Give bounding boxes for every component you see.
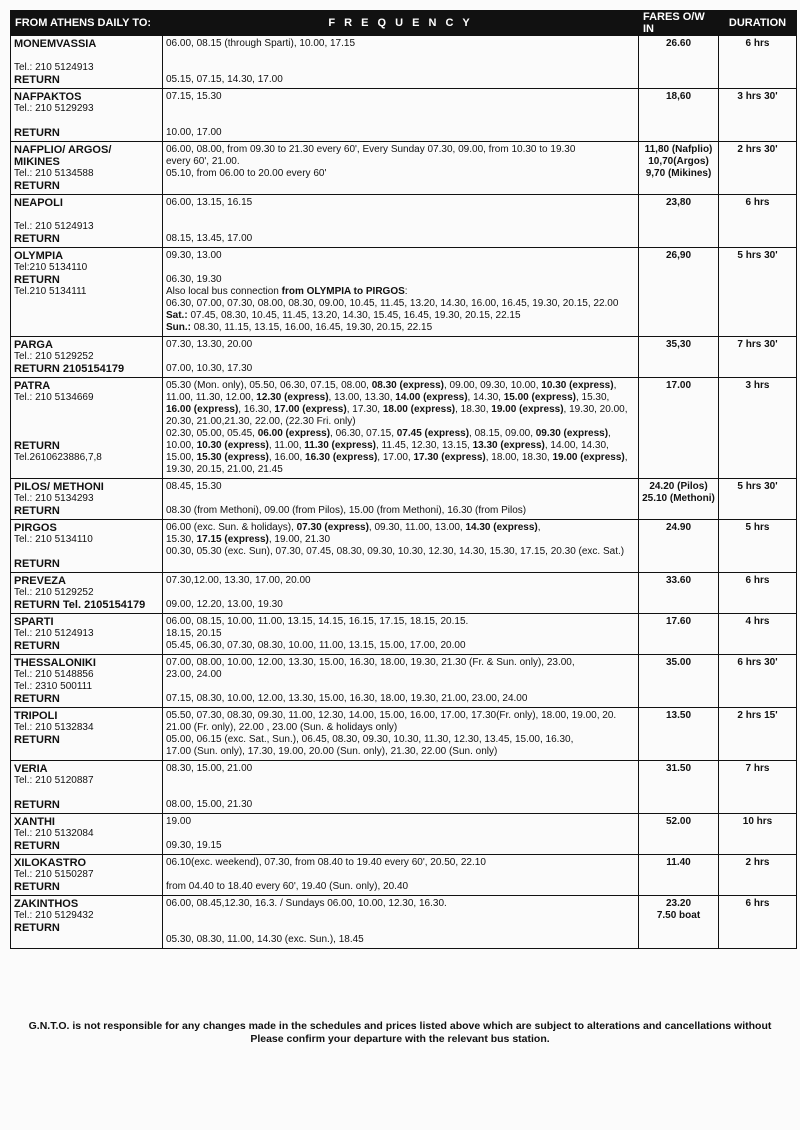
fare-value: 9,70 (Mikines) — [645, 168, 712, 179]
table-row — [11, 195, 797, 248]
frequency-cell — [163, 378, 639, 479]
frequency-cell — [163, 248, 639, 337]
departure-times: 07.00, 10.30, 17.30 — [166, 363, 253, 374]
table-row — [11, 573, 797, 614]
departure-times: 05.45, 06.30, 07.30, 08.30, 10.00, 11.00, 13.15, 15.00, 17.00, 20.00 — [166, 640, 466, 651]
fare-cell — [639, 378, 719, 479]
fare-cell — [639, 761, 719, 814]
duration-cell — [719, 708, 797, 761]
return-label: RETURN — [14, 127, 60, 139]
destination-cell — [11, 36, 163, 89]
departure-times: 10.00, 10.30 (express), 11.00, 11.30 (express), 11.45, 12.30, 13.15, 13.30 (express), 14.00, 14.30, — [166, 440, 609, 451]
departure-times — [166, 681, 635, 693]
header-fares: FARES O/W IN — [639, 11, 719, 36]
bus-schedule-table — [10, 10, 797, 949]
departure-times: 08.00, 15.00, 21.30 — [166, 799, 253, 810]
departure-times: 19.30, 20.15, 21.00, 21.45 — [166, 464, 283, 475]
fare-value: 7.50 boat — [656, 910, 701, 921]
fare-value: 35,30 — [665, 339, 692, 350]
phone-number: Tel.: 210 5129293 — [14, 103, 94, 114]
departure-times — [166, 262, 635, 274]
phone-number: Tel.: 210 5148856 — [14, 669, 94, 680]
departure-times: 05.50, 07.30, 08.30, 09.30, 11.00, 12.30, 14.00, 15.00, 16.00, 17.00, 17.30(Fr. only), 18.00, 19.00, 20. — [166, 710, 617, 721]
fare-cell — [639, 337, 719, 378]
departure-times — [166, 351, 635, 363]
frequency-cell — [163, 36, 639, 89]
return-label: RETURN — [14, 74, 60, 86]
duration-cell — [719, 814, 797, 855]
destination-cell — [11, 855, 163, 896]
fare-value: 24.20 (Pilos) — [649, 481, 708, 492]
return-label: RETURN — [14, 233, 60, 245]
departure-times: Also local bus connection from OLYMPIA to PIRGOS: — [166, 286, 408, 297]
destination-cell — [11, 814, 163, 855]
table-row — [11, 36, 797, 89]
destination-cell — [11, 761, 163, 814]
duration-value: 6 hrs 30' — [737, 657, 778, 668]
destination-cell — [11, 195, 163, 248]
return-label: RETURN — [14, 440, 60, 452]
departure-times — [166, 221, 635, 233]
disclaimer-line-2: Please confirm your departure with the relevant bus station. — [250, 1033, 550, 1045]
phone-number — [14, 787, 159, 799]
phone-number: Tel.: 2310 500111 — [14, 681, 93, 692]
duration-value: 5 hrs 30' — [737, 481, 778, 492]
schedule-body — [11, 36, 797, 949]
duration-cell — [719, 614, 797, 655]
duration-value: 6 hrs — [745, 38, 770, 49]
departure-times: 05.30, 08.30, 11.00, 14.30 (exc. Sun.), 18.45 — [166, 934, 364, 945]
duration-cell — [719, 479, 797, 520]
destination-cell — [11, 614, 163, 655]
table-row — [11, 614, 797, 655]
duration-value: 3 hrs — [745, 380, 770, 391]
fare-value: 17.00 — [665, 380, 692, 391]
table-row — [11, 814, 797, 855]
table-row — [11, 855, 797, 896]
fare-value: 11.40 — [666, 857, 691, 868]
fare-cell — [639, 814, 719, 855]
destination-cell — [11, 479, 163, 520]
destination-cell — [11, 142, 163, 195]
destination-name: PARGA — [14, 339, 53, 351]
departure-times: 09.30, 19.15 — [166, 840, 222, 851]
return-label: RETURN — [14, 505, 60, 517]
departure-times: every 60', 21.00. — [166, 156, 240, 167]
phone-number: Tel.: 210 5132834 — [14, 722, 94, 733]
duration-cell — [719, 248, 797, 337]
departure-times: 07.30,12.00, 13.30, 17.00, 20.00 — [166, 575, 311, 586]
departure-times: 06.00, 08.15, 10.00, 11.00, 13.15, 14.15, 16.15, 17.15, 18.15, 20.15. — [166, 616, 469, 627]
phone-number: Tel:210 5134110 — [14, 262, 88, 273]
departure-times: 09.30, 13.00 — [166, 250, 222, 261]
departure-times: 07.15, 15.30 — [166, 91, 222, 102]
phone-number: Tel.210 5134111 — [14, 286, 87, 297]
departure-times — [166, 115, 635, 127]
departure-times: Sat.: 07.45, 08.30, 10.45, 11.45, 13.20, 14.30, 15.45, 16.45, 19.30, 20.15, 22.15 — [166, 310, 521, 321]
departure-times — [166, 922, 635, 934]
phone-number: Tel.: 210 5134293 — [14, 493, 94, 504]
departure-times: from 04.40 to 18.40 every 60', 19.40 (Sun. only), 20.40 — [166, 881, 409, 892]
duration-value: 2 hrs 15' — [737, 710, 778, 721]
fare-cell — [639, 573, 719, 614]
fare-value: 10,70(Argos) — [648, 156, 709, 167]
phone-number: Tel.: 210 5120887 — [14, 775, 94, 786]
departure-times — [166, 62, 635, 74]
departure-times: 05.15, 07.15, 14.30, 17.00 — [166, 74, 283, 85]
fare-cell — [639, 89, 719, 142]
departure-times: 06.10(exc. weekend), 07.30, from 08.40 to 19.40 every 60', 20.50, 22.10 — [166, 857, 486, 868]
departure-times: 18.15, 20.15 — [166, 628, 222, 639]
departure-times: 08.45, 15.30 — [166, 481, 222, 492]
departure-times — [166, 103, 635, 115]
destination-name: PIRGOS — [14, 522, 57, 534]
duration-cell — [719, 89, 797, 142]
phone-number: Tel.: 210 5134669 — [14, 392, 94, 403]
destination-name: THESSALONIKI — [14, 657, 96, 669]
frequency-cell — [163, 573, 639, 614]
departure-times — [166, 828, 635, 840]
departure-times: 07.15, 08.30, 10.00, 12.00, 13.30, 15.00, 16.30, 18.00, 19.30, 21.00, 23.00, 24.00 — [166, 693, 528, 704]
table-row — [11, 708, 797, 761]
phone-number: Tel.: 210 5129252 — [14, 351, 94, 362]
frequency-cell — [163, 142, 639, 195]
frequency-cell — [163, 520, 639, 573]
destination-name: NAFPAKTOS — [14, 91, 82, 103]
destination-name: MONEMVASSIA — [14, 38, 97, 50]
fare-cell — [639, 36, 719, 89]
frequency-cell — [163, 655, 639, 708]
phone-number: Tel.: 210 5124913 — [14, 628, 94, 639]
fare-value: 17.60 — [665, 616, 692, 627]
destination-name: PATRA — [14, 380, 51, 392]
fare-value: 26,90 — [665, 250, 692, 261]
return-label: RETURN — [14, 693, 60, 705]
frequency-cell — [163, 814, 639, 855]
fare-value: 35.00 — [665, 657, 692, 668]
fare-value: 13.50 — [665, 710, 692, 721]
return-label: RETURN — [14, 840, 60, 852]
fare-cell — [639, 896, 719, 949]
frequency-cell — [163, 708, 639, 761]
frequency-cell — [163, 761, 639, 814]
duration-cell — [719, 36, 797, 89]
departure-times: 23.00, 24.00 — [166, 669, 222, 680]
phone-number — [14, 404, 159, 416]
return-label: RETURN 2105154179 — [14, 363, 125, 375]
departure-times: 05.00, 06.15 (exc. Sat., Sun.), 06.45, 08.30, 09.30, 10.30, 11.30, 12.30, 13.45, 15.00, 16.30, — [166, 734, 574, 745]
fare-value: 26.60 — [665, 38, 692, 49]
table-row — [11, 520, 797, 573]
fare-cell — [639, 195, 719, 248]
fare-value: 25.10 (Methoni) — [642, 493, 715, 504]
destination-cell — [11, 378, 163, 479]
duration-value: 6 hrs — [745, 197, 770, 208]
destination-cell — [11, 337, 163, 378]
departure-times: 09.00, 12.20, 13.00, 19.30 — [166, 599, 283, 610]
destination-name: ZAKINTHOS — [14, 898, 79, 910]
departure-times: 15.00, 15.30 (express), 16.00, 16.30 (express), 17.00, 17.30 (express), 18.00, 18.30, 19.00 (express), — [166, 452, 628, 463]
departure-times — [166, 869, 635, 881]
duration-value: 2 hrs 30' — [737, 144, 778, 155]
departure-times: 06.30, 07.00, 07.30, 08.00, 08.30, 09.00, 10.45, 11.45, 13.20, 14.30, 16.00, 16.45, 19.30, 20.15, 22.00 — [166, 298, 619, 309]
duration-value: 3 hrs 30' — [737, 91, 778, 102]
phone-number: Tel.: 210 5124913 — [14, 221, 94, 232]
duration-cell — [719, 896, 797, 949]
destination-name: XILOKASTRO — [14, 857, 87, 869]
duration-value: 6 hrs — [745, 898, 770, 909]
departure-times — [166, 587, 635, 599]
departure-times: 06.00, 08.45,12.30, 16.3. / Sundays 06.00, 10.00, 12.30, 16.30. — [166, 898, 447, 909]
phone-number — [14, 115, 159, 127]
fare-value: 23,80 — [665, 197, 692, 208]
table-row — [11, 337, 797, 378]
phone-number: Tel.: 210 5129252 — [14, 587, 94, 598]
departure-times: 08.15, 13.45, 17.00 — [166, 233, 253, 244]
return-label: RETURN Tel. 2105154179 — [14, 599, 146, 611]
return-label: RETURN — [14, 799, 60, 811]
fare-value: 52.00 — [665, 816, 692, 827]
departure-times — [166, 775, 635, 787]
departure-times: 19.00 — [166, 816, 192, 827]
phone-number: Tel.: 210 5134588 — [14, 168, 94, 179]
duration-cell — [719, 195, 797, 248]
duration-cell — [719, 761, 797, 814]
header-duration: DURATION — [719, 11, 797, 36]
destination-name: TRIPOLI — [14, 710, 58, 722]
phone-number: Tel.2610623886,7,8 — [14, 452, 102, 463]
phone-number — [14, 209, 159, 221]
fare-cell — [639, 479, 719, 520]
fare-value: 18,60 — [665, 91, 692, 102]
phone-number — [14, 546, 159, 558]
return-label: RETURN — [14, 180, 60, 192]
departure-times: 15.30, 17.15 (express), 19.00, 21.30 — [166, 534, 331, 545]
duration-cell — [719, 337, 797, 378]
fare-cell — [639, 248, 719, 337]
return-label: RETURN — [14, 881, 60, 893]
destination-cell — [11, 248, 163, 337]
fare-cell — [639, 855, 719, 896]
fare-cell — [639, 520, 719, 573]
departure-times: 11.00, 11.30, 12.00, 12.30 (express), 13.00, 13.30, 14.00 (express), 14.30, 15.00 (express), 15.30, — [166, 392, 610, 403]
table-row — [11, 479, 797, 520]
duration-value: 4 hrs — [745, 616, 770, 627]
destination-name: NAFPLIO/ ARGOS/ MIKINES — [14, 144, 112, 168]
departure-times: 02.30, 05.00, 05.45, 06.00 (express), 06.30, 07.15, 07.45 (express), 08.15, 09.00, 09.30 (express), — [166, 428, 611, 439]
frequency-cell — [163, 855, 639, 896]
fare-value: 33.60 — [665, 575, 692, 586]
departure-times: 07.30, 13.30, 20.00 — [166, 339, 253, 350]
departure-times — [166, 910, 635, 922]
table-row — [11, 655, 797, 708]
destination-name: PREVEZA — [14, 575, 66, 587]
frequency-cell — [163, 479, 639, 520]
frequency-cell — [163, 614, 639, 655]
departure-times: 20.30, 21.00,21.30, 22.00, (22.30 Fri. only) — [166, 416, 356, 427]
departure-times: 16.00 (express), 16.30, 17.00 (express), 17.30, 18.00 (express), 18.30, 19.00 (express), 19.30, 20.00, — [166, 404, 628, 415]
table-row — [11, 142, 797, 195]
destination-cell — [11, 708, 163, 761]
departure-times: 06.30, 19.30 — [166, 274, 222, 285]
phone-number: Tel.: 210 5132084 — [14, 828, 94, 839]
departure-times: 05.30 (Mon. only), 05.50, 06.30, 07.15, 08.00, 08.30 (express), 09.00, 09.30, 10.00, 10.30 (express), — [166, 380, 617, 391]
frequency-cell — [163, 337, 639, 378]
fare-value: 31.50 — [665, 763, 692, 774]
duration-value: 10 hrs — [742, 816, 773, 827]
departure-times: 06.00 (exc. Sun. & holidays), 07.30 (express), 09.30, 11.00, 13.00, 14.30 (express), — [166, 522, 541, 533]
departure-times — [166, 209, 635, 221]
duration-cell — [719, 378, 797, 479]
phone-number: Tel.: 210 5129432 — [14, 910, 94, 921]
departure-times — [166, 50, 635, 62]
fare-value: 23.20 — [665, 898, 692, 909]
departure-times — [166, 787, 635, 799]
frequency-cell — [163, 195, 639, 248]
duration-value: 2 hrs — [745, 857, 770, 868]
disclaimer-footer — [20, 1020, 780, 1046]
departure-times: 07.00, 08.00, 10.00, 12.00, 13.30, 15.00, 16.30, 18.00, 19.30, 21.30 (Fr. & Sun. only), 23.00, — [166, 657, 575, 668]
destination-cell — [11, 573, 163, 614]
disclaimer-line-1: G.N.T.O. is not responsible for any changes made in the schedules and prices listed above which are subject to alterations and cancellations without — [28, 1020, 772, 1032]
fare-value: 24.90 — [665, 522, 692, 533]
frequency-cell — [163, 89, 639, 142]
duration-value: 7 hrs — [745, 763, 770, 774]
destination-name: PILOS/ METHONI — [14, 481, 104, 493]
destination-cell — [11, 896, 163, 949]
return-label: RETURN — [14, 922, 60, 934]
duration-value: 6 hrs — [745, 575, 770, 586]
table-row — [11, 89, 797, 142]
duration-cell — [719, 142, 797, 195]
departure-times: Sun.: 08.30, 11.15, 13.15, 16.00, 16.45, 19.30, 20.15, 22.15 — [166, 322, 433, 333]
departure-times: 05.10, from 06.00 to 20.00 every 60' — [166, 168, 327, 179]
duration-value: 5 hrs 30' — [737, 250, 778, 261]
fare-cell — [639, 142, 719, 195]
destination-cell — [11, 89, 163, 142]
departure-times: 00.30, 05.30 (exc. Sun), 07.30, 07.45, 08.30, 09.30, 10.30, 12.30, 14.30, 15.30, 17.15, 20.30 (exc. Sat.) — [166, 546, 625, 557]
phone-number — [14, 428, 159, 440]
duration-cell — [719, 573, 797, 614]
destination-name: SPARTI — [14, 616, 54, 628]
destination-name: XANTHI — [14, 816, 55, 828]
departure-times: 06.00, 08.15 (through Sparti), 10.00, 17.15 — [166, 38, 356, 49]
duration-value: 5 hrs — [745, 522, 770, 533]
return-label: RETURN — [14, 558, 60, 570]
fare-cell — [639, 708, 719, 761]
departure-times: 08.30 (from Methoni), 09.00 (from Pilos), 15.00 (from Methoni), 16.30 (from Pilos) — [166, 505, 527, 516]
fare-cell — [639, 655, 719, 708]
table-row — [11, 896, 797, 949]
phone-number — [14, 50, 159, 62]
departure-times: 17.00 (Sun. only), 17.30, 19.00, 20.00 (Sun. only), 21.30, 22.00 (Sun. only) — [166, 746, 498, 757]
duration-cell — [719, 520, 797, 573]
departure-times: 08.30, 15.00, 21.00 — [166, 763, 253, 774]
return-label: RETURN — [14, 734, 60, 746]
destination-name: VERIA — [14, 763, 48, 775]
return-label: RETURN — [14, 640, 60, 652]
destination-name: OLYMPIA — [14, 250, 64, 262]
table-header-row — [11, 11, 797, 36]
destination-name: NEAPOLI — [14, 197, 63, 209]
departure-times: 06.00, 08.00, from 09.30 to 21.30 every 60', Every Sunday 07.30, 09.00, from 10.30 to 19.30 — [166, 144, 576, 155]
fare-cell — [639, 614, 719, 655]
duration-cell — [719, 855, 797, 896]
duration-cell — [719, 655, 797, 708]
duration-value: 7 hrs 30' — [737, 339, 778, 350]
table-row — [11, 378, 797, 479]
fare-value: 11,80 (Nafplio) — [644, 144, 713, 155]
destination-cell — [11, 655, 163, 708]
phone-number — [14, 416, 159, 428]
departure-times — [166, 493, 635, 505]
table-row — [11, 761, 797, 814]
header-destination: FROM ATHENS DAILY TO: — [11, 11, 163, 36]
phone-number: Tel.: 210 5150287 — [14, 869, 94, 880]
departure-times: 10.00, 17.00 — [166, 127, 222, 138]
return-label: RETURN — [14, 274, 60, 286]
phone-number: Tel.: 210 5134110 — [14, 534, 93, 545]
departure-times: 21.00 (Fr. only), 22.00 , 23.00 (Sun. & holidays only) — [166, 722, 398, 733]
destination-cell — [11, 520, 163, 573]
phone-number: Tel.: 210 5124913 — [14, 62, 94, 73]
frequency-cell — [163, 896, 639, 949]
table-row — [11, 248, 797, 337]
departure-times: 06.00, 13.15, 16.15 — [166, 197, 253, 208]
header-frequency: F R E Q U E N C Y — [163, 11, 639, 36]
